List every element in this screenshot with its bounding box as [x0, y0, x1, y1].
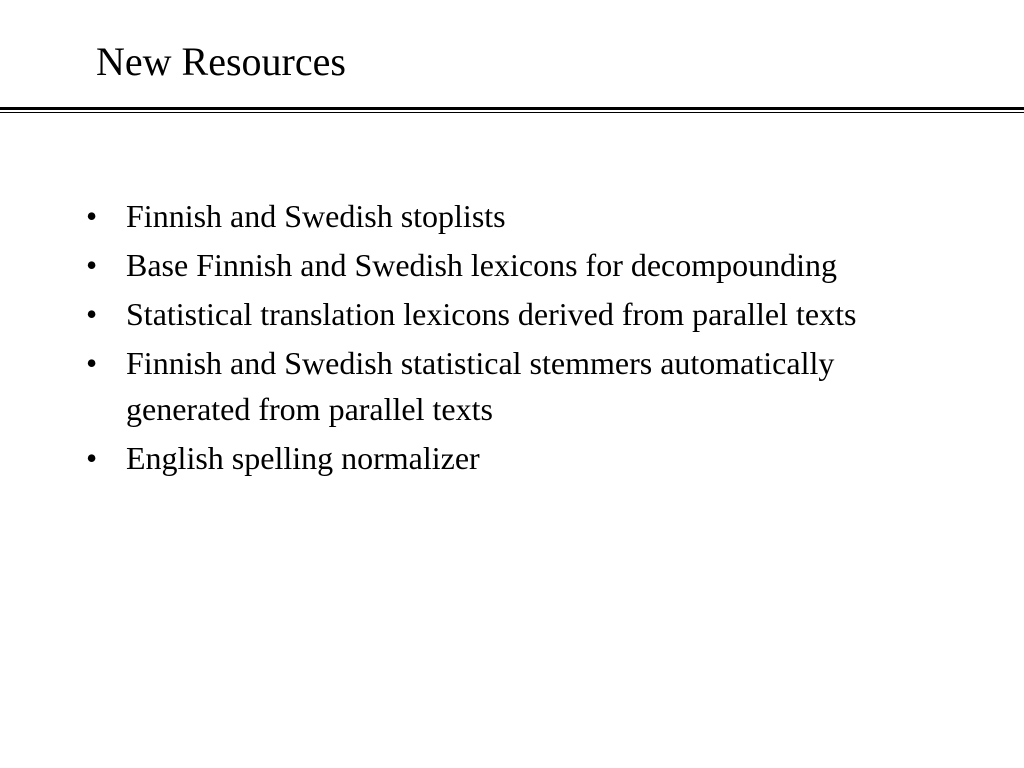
bullet-item [86, 193, 886, 239]
bullet-icon: • [86, 440, 98, 476]
bullet-item [86, 242, 886, 288]
bullet-text: English spelling normalizer [126, 440, 480, 476]
bullet-list [86, 193, 886, 484]
bullet-icon: • [86, 345, 98, 381]
bullet-item [86, 291, 886, 337]
slide-title: New Resources [96, 39, 346, 84]
title-divider-thin [0, 112, 1024, 113]
bullet-icon: • [86, 198, 98, 234]
bullet-text: Finnish and Swedish stoplists [126, 198, 506, 234]
bullet-item [86, 340, 886, 432]
bullet-text: Finnish and Swedish statistical stemmers automatically generated from parallel texts [126, 345, 835, 427]
bullet-icon: • [86, 296, 98, 332]
bullet-icon: • [86, 247, 98, 283]
bullet-item [86, 435, 886, 481]
bullet-text: Statistical translation lexicons derived from parallel texts [126, 296, 857, 332]
bullet-text: Base Finnish and Swedish lexicons for decompounding [126, 247, 838, 283]
title-divider-thick [0, 107, 1024, 110]
